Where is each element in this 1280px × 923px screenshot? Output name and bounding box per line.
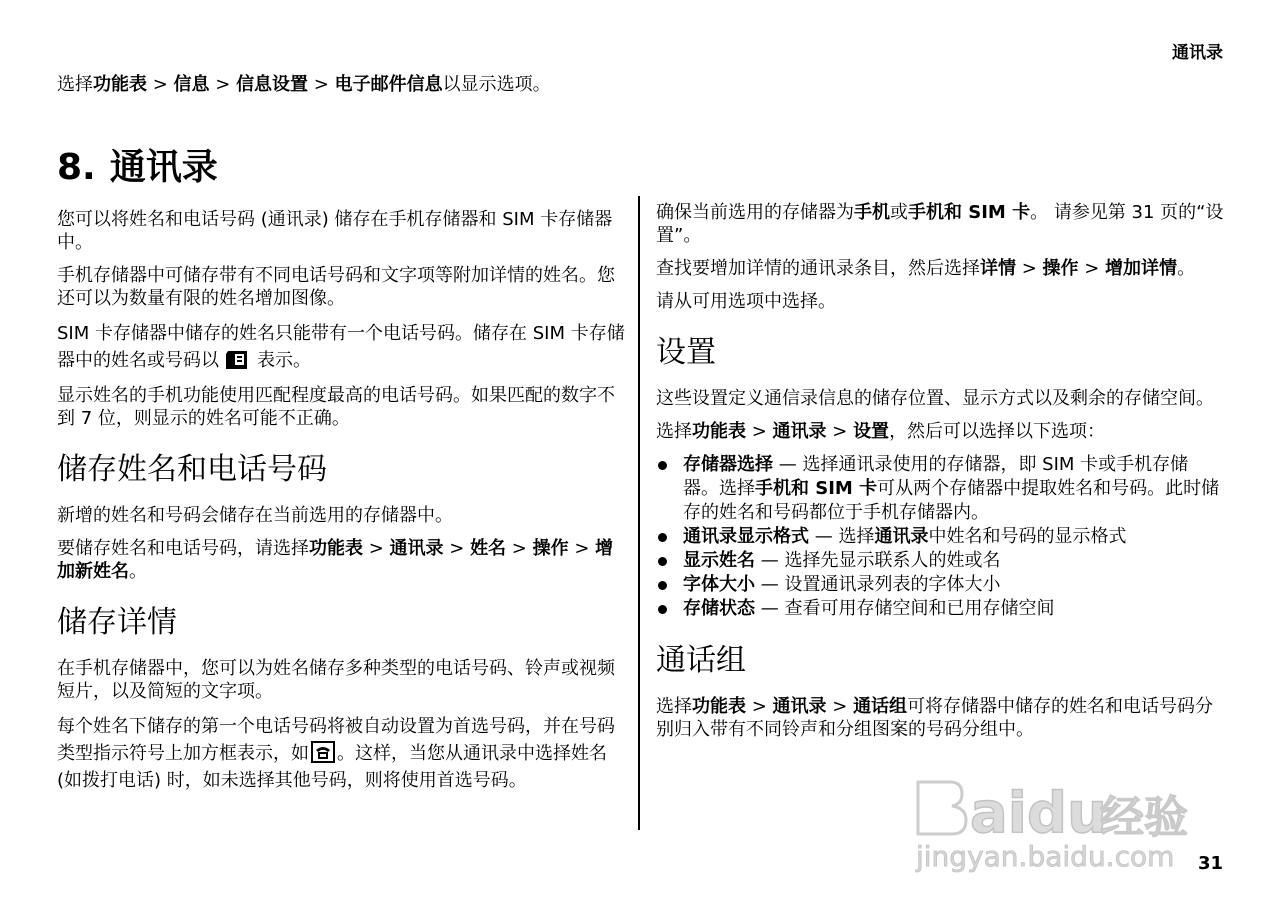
menu-path-item: 功能表 xyxy=(93,74,147,95)
svg-text:经验: 经验 xyxy=(1100,792,1188,843)
paragraph: 查找要增加详情的通讯录条目，然后选择详情 > 操作 > 增加详情。 xyxy=(656,258,1196,279)
path-separator: > xyxy=(209,74,237,95)
sim-card-icon xyxy=(225,350,251,370)
paragraph: 确保当前选用的存储器为手机或手机和 SIM 卡。 请参见第 31 页的“设置”。 xyxy=(656,202,1224,246)
paragraph: SIM 卡存储器中储存的姓名只能带有一个电话号码。储存在 SIM 卡存储器中的姓名或号码以 表示。 xyxy=(57,323,625,371)
svg-text:jingyan.baidu.com: jingyan.baidu.com xyxy=(916,840,1175,873)
bullet-icon xyxy=(658,605,667,614)
section-heading-save-details: 储存详情 xyxy=(57,605,177,640)
list-item: 字体大小 — 设置通讯录列表的字体大小 xyxy=(656,573,1224,597)
paragraph: 选择功能表 > 通讯录 > 通话组可将存储器中储存的姓名和电话号码分别归入带有不同铃声和分组图案的号码分组中。 xyxy=(656,696,1214,740)
paragraph: 要储存姓名和电话号码，请选择功能表 > 通讯录 > 姓名 > 操作 > 增加新姓名。 xyxy=(57,538,614,582)
bullet-icon xyxy=(658,581,667,590)
bullet-icon xyxy=(658,557,667,566)
paragraph: 新增的姓名和号码会储存在当前选用的存储器中。 xyxy=(57,505,453,526)
running-header: 通讯录 xyxy=(1172,43,1223,63)
menu-path-item: 电子邮件信息 xyxy=(334,74,443,95)
paragraph: 手机存储器中可储存带有不同电话号码和文字项等附加详情的姓名。您还可以为数量有限的姓名增加图像。 xyxy=(57,265,615,309)
section-heading-call-groups: 通话组 xyxy=(656,643,746,678)
path-separator: > xyxy=(308,74,335,95)
menu-path-item: 信息 xyxy=(173,74,210,95)
settings-options-list xyxy=(656,453,1224,621)
list-item: 存储器选择 — 选择通讯录使用的存储器，即 SIM 卡或手机存储器。选择手机和 SIM 卡可从两个存储器中提取姓名和号码。此时储存的姓名和号码都位于手机存储器内。 xyxy=(656,453,1224,525)
paragraph: 您可以将姓名和电话号码 (通讯录) 储存在手机存储器和 SIM 卡存储器中。 xyxy=(57,209,613,253)
paragraph: 选择功能表 > 通讯录 > 设置，然后可以选择以下选项： xyxy=(656,421,1106,442)
intro-post: 以显示选项。 xyxy=(442,74,551,95)
paragraph: 每个姓名下储存的第一个电话号码将被自动设置为首选号码，并在号码类型指示符号上加方框表示，如 。这样，当您从通讯录中选择姓名 (如拨打电话) 时，如未选择其他号码，则将使用首选号码。 xyxy=(57,716,615,791)
paragraph: 请从可用选项中选择。 xyxy=(656,291,836,312)
bullet-icon xyxy=(658,461,667,470)
section-heading-save-names: 储存姓名和电话号码 xyxy=(57,452,327,487)
list-item: 通讯录显示格式 — 选择通讯录中姓名和号码的显示格式 xyxy=(656,525,1224,549)
baidu-watermark-logo xyxy=(910,760,1210,878)
intro-paragraph xyxy=(57,73,625,106)
section-heading-settings: 设置 xyxy=(656,335,716,370)
path-separator: > xyxy=(147,74,174,95)
column-divider xyxy=(638,196,640,830)
left-column xyxy=(57,208,625,804)
bullet-icon xyxy=(658,533,667,542)
chapter-title xyxy=(57,146,218,190)
paragraph: 显示姓名的手机功能使用匹配程度最高的电话号码。如果匹配的数字不到 7 位，则显示的姓名可能不正确。 xyxy=(57,385,615,429)
intro-pre: 选择 xyxy=(57,74,93,95)
list-item: 存储状态 — 查看可用存储空间和已用存储空间 xyxy=(656,597,1224,621)
phone-frame-icon xyxy=(311,741,335,761)
svg-text:aidu: aidu xyxy=(970,781,1107,846)
chapter-number: 8. xyxy=(57,147,96,188)
list-item: 显示姓名 — 选择先显示联系人的姓或名 xyxy=(656,549,1224,573)
paragraph: 在手机存储器中，您可以为姓名储存多种类型的电话号码、铃声或视频短片，以及简短的文字项。 xyxy=(57,658,615,702)
menu-path-item: 信息设置 xyxy=(236,74,309,95)
page-number: 31 xyxy=(1197,853,1223,874)
paragraph: 这些设置定义通信录信息的储存位置、显示方式以及剩余的存储空间。 xyxy=(656,388,1214,409)
chapter-title-text: 通讯录 xyxy=(109,147,218,188)
right-column xyxy=(656,201,1224,751)
